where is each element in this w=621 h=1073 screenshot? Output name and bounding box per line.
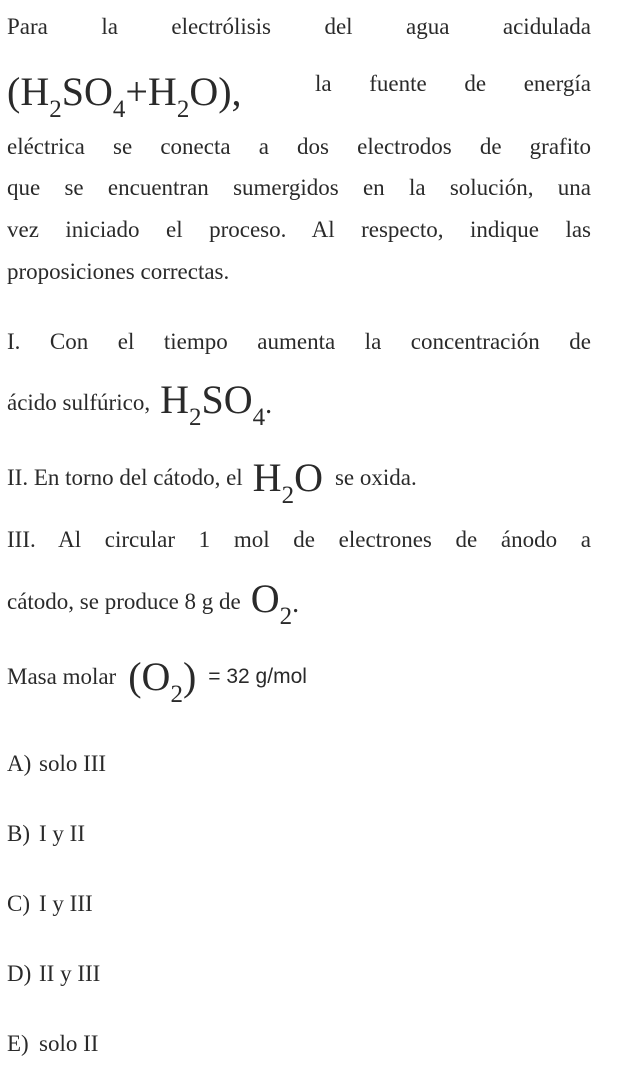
proposition-2-end: se oxida. xyxy=(334,465,417,490)
proposition-1-line-2 xyxy=(7,377,591,431)
proposition-2-text: II. En torno del cátodo, el xyxy=(7,465,243,490)
question-line-2 xyxy=(7,69,591,123)
formula-h2so4: $H_2SO_4$. xyxy=(160,377,273,431)
option-letter: A) xyxy=(7,751,32,776)
molar-mass-value: = 32 g/mol xyxy=(208,665,307,688)
option-text: II y III xyxy=(39,961,101,986)
option-letter: B) xyxy=(7,821,30,846)
option-letter: E) xyxy=(7,1031,29,1056)
formula-o2: $O_2$. xyxy=(250,576,300,630)
proposition-3-text: cátodo, se produce 8 g de xyxy=(7,588,241,614)
option-e[interactable] xyxy=(7,1029,98,1059)
question-line-4: que se encuentran sumergidos en la solución, una xyxy=(7,175,591,200)
question-line-1: Para la electrólisis del agua acidulada xyxy=(7,14,591,39)
option-c[interactable] xyxy=(7,889,93,919)
proposition-1-text: ácido sulfúrico, xyxy=(7,389,151,415)
molar-mass xyxy=(7,654,591,708)
option-b[interactable] xyxy=(7,819,85,849)
proposition-3-line-1: III. Al circular 1 mol de electrones de ánodo a xyxy=(7,527,591,552)
option-letter: D) xyxy=(7,961,32,986)
proposition-1-line-1: I. Con el tiempo aumenta la concentración de xyxy=(7,329,591,354)
option-a[interactable] xyxy=(7,749,106,779)
formula-h2o: $H_2O$ xyxy=(252,455,323,509)
option-text: I y II xyxy=(39,821,85,846)
option-letter: C) xyxy=(7,891,30,916)
option-d[interactable] xyxy=(7,959,100,989)
question-line-5: vez iniciado el proceso. Al respecto, indique las xyxy=(7,217,591,242)
question-line-2-text: la fuente de energía xyxy=(315,71,591,96)
molar-mass-label: Masa molar xyxy=(7,664,117,689)
option-text: solo III xyxy=(39,751,107,776)
question-line-3: eléctrica se conecta a dos electrodos de grafito xyxy=(7,134,591,159)
proposition-3-line-2 xyxy=(7,576,591,630)
question-line-6: proposiciones correctas. xyxy=(7,259,230,284)
formula-o2-paren: $(O_2)$ xyxy=(128,654,197,708)
formula-h2so4-h2o: $(H_2SO_4+H_2O)$, xyxy=(7,69,242,123)
proposition-2 xyxy=(7,455,591,509)
option-text: I y III xyxy=(39,891,93,916)
option-text: solo II xyxy=(39,1031,99,1056)
